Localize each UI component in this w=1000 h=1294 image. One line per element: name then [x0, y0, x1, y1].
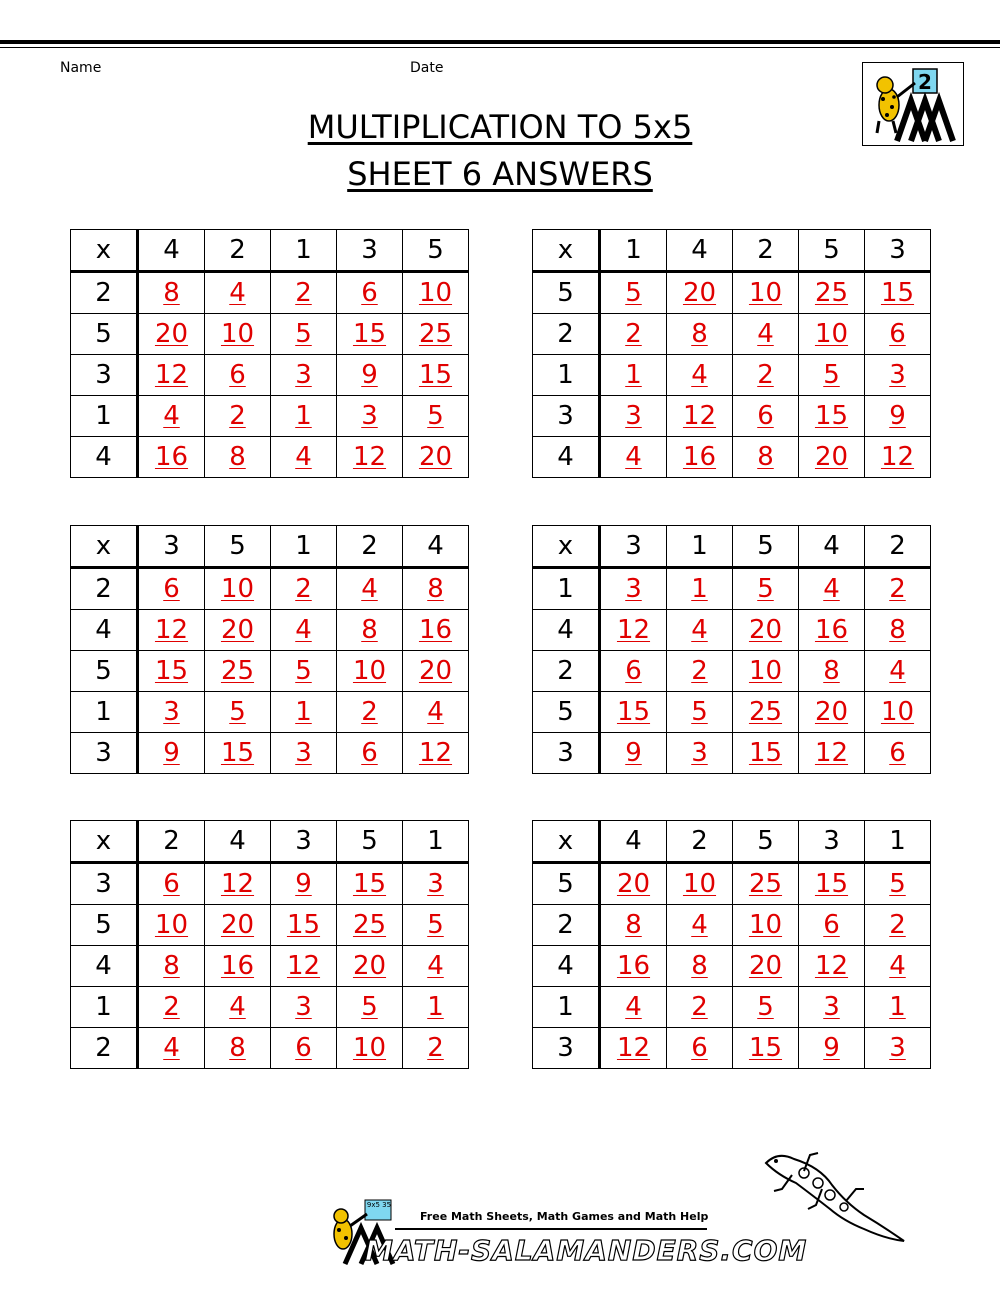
- answer-cell: 10: [667, 863, 733, 905]
- answer-cell: 12: [600, 610, 667, 651]
- row-header: 3: [71, 733, 138, 774]
- answer-cell: 9: [865, 396, 931, 437]
- column-header: 3: [138, 526, 205, 568]
- answer-cell: 10: [799, 314, 865, 355]
- answer-cell: 12: [600, 1028, 667, 1069]
- column-header: 2: [865, 526, 931, 568]
- answer-cell: 3: [138, 692, 205, 733]
- row-header: 3: [533, 396, 600, 437]
- answer-cell: 20: [667, 272, 733, 314]
- column-header: 5: [733, 526, 799, 568]
- table-row: [71, 863, 469, 905]
- column-header: 5: [337, 821, 403, 863]
- answer-cell: 10: [403, 272, 469, 314]
- answer-cell: 9: [600, 733, 667, 774]
- answer-cell: 5: [403, 396, 469, 437]
- answer-cell: 2: [271, 272, 337, 314]
- answer-cell: 4: [799, 568, 865, 610]
- answer-cell: 9: [799, 1028, 865, 1069]
- answer-cell: 15: [799, 863, 865, 905]
- answer-cell: 20: [733, 946, 799, 987]
- multiplication-table-2: [532, 229, 931, 478]
- answer-cell: 10: [138, 905, 205, 946]
- row-header: 3: [71, 355, 138, 396]
- answer-cell: 4: [138, 396, 205, 437]
- multiplication-table-1: [70, 229, 469, 478]
- answer-cell: 6: [600, 651, 667, 692]
- answer-cell: 20: [733, 610, 799, 651]
- answer-cell: 5: [271, 651, 337, 692]
- table-header-row: [533, 230, 931, 272]
- answer-cell: 2: [865, 905, 931, 946]
- answer-cell: 4: [667, 610, 733, 651]
- answer-cell: 5: [271, 314, 337, 355]
- answer-cell: 10: [337, 651, 403, 692]
- answer-cell: 4: [138, 1028, 205, 1069]
- date-label: Date: [410, 60, 444, 76]
- answer-cell: 3: [799, 987, 865, 1028]
- column-header: 5: [799, 230, 865, 272]
- column-header: 3: [271, 821, 337, 863]
- table-row: [533, 905, 931, 946]
- answer-cell: 9: [138, 733, 205, 774]
- answer-cell: 6: [733, 396, 799, 437]
- row-header: 2: [71, 1028, 138, 1069]
- answer-cell: 15: [138, 651, 205, 692]
- column-header: 4: [667, 230, 733, 272]
- answer-cell: 20: [403, 651, 469, 692]
- answer-cell: 10: [205, 314, 271, 355]
- answer-cell: 3: [600, 396, 667, 437]
- table-row: [71, 314, 469, 355]
- answer-cell: 4: [667, 355, 733, 396]
- answer-cell: 3: [271, 733, 337, 774]
- table-row: [533, 568, 931, 610]
- column-header: 3: [600, 526, 667, 568]
- row-header: 4: [71, 946, 138, 987]
- answer-cell: 12: [271, 946, 337, 987]
- table-row: [533, 437, 931, 478]
- answer-cell: 4: [733, 314, 799, 355]
- answer-cell: 25: [799, 272, 865, 314]
- answer-cell: 8: [667, 314, 733, 355]
- row-header: 2: [533, 905, 600, 946]
- answer-cell: 9: [271, 863, 337, 905]
- answer-cell: 8: [138, 946, 205, 987]
- answer-cell: 3: [600, 568, 667, 610]
- row-header: 2: [533, 651, 600, 692]
- salamander-icon: [863, 63, 963, 145]
- answer-cell: 20: [205, 905, 271, 946]
- answer-cell: 10: [865, 692, 931, 733]
- column-header: 5: [205, 526, 271, 568]
- column-header: 1: [271, 230, 337, 272]
- page-title: MULTIPLICATION TO 5x5: [307, 108, 693, 146]
- row-header: 3: [71, 863, 138, 905]
- answer-cell: 8: [667, 946, 733, 987]
- table-row: [71, 651, 469, 692]
- footer-logo-badge: 9x5 35: [366, 1201, 392, 1209]
- answer-cell: 3: [403, 863, 469, 905]
- answer-cell: 12: [865, 437, 931, 478]
- answer-cell: 25: [733, 692, 799, 733]
- answer-cell: 12: [138, 355, 205, 396]
- column-header: 3: [865, 230, 931, 272]
- answer-cell: 4: [865, 946, 931, 987]
- table-row: [533, 1028, 931, 1069]
- answer-cell: 15: [733, 1028, 799, 1069]
- answer-cell: 10: [733, 651, 799, 692]
- answer-cell: 12: [799, 733, 865, 774]
- row-header: 5: [533, 692, 600, 733]
- answer-cell: 15: [600, 692, 667, 733]
- multiplication-table-6: [532, 820, 931, 1069]
- row-header: 1: [533, 568, 600, 610]
- top-rule: [0, 40, 1000, 44]
- answer-cell: 8: [403, 568, 469, 610]
- answer-cell: 1: [667, 568, 733, 610]
- answer-cell: 25: [733, 863, 799, 905]
- answer-cell: 3: [337, 396, 403, 437]
- answer-cell: 20: [138, 314, 205, 355]
- table-row: [533, 692, 931, 733]
- answer-cell: 4: [271, 610, 337, 651]
- answer-cell: 3: [271, 987, 337, 1028]
- table-row: [71, 1028, 469, 1069]
- answer-cell: 2: [667, 651, 733, 692]
- multiplication-table-5: [70, 820, 469, 1069]
- row-header: 4: [533, 946, 600, 987]
- column-header: 5: [403, 230, 469, 272]
- column-header: 1: [667, 526, 733, 568]
- row-header: 4: [533, 610, 600, 651]
- answer-cell: 8: [205, 1028, 271, 1069]
- row-header: 1: [533, 355, 600, 396]
- multiplication-table-3: [70, 525, 469, 774]
- table-row: [71, 568, 469, 610]
- answer-cell: 8: [865, 610, 931, 651]
- answer-cell: 6: [865, 314, 931, 355]
- answer-cell: 8: [799, 651, 865, 692]
- column-header: 1: [271, 526, 337, 568]
- table-row: [71, 987, 469, 1028]
- answer-cell: 5: [865, 863, 931, 905]
- answer-cell: 4: [865, 651, 931, 692]
- answer-cell: 3: [865, 1028, 931, 1069]
- footer-site-link[interactable]: MATH-SALAMANDERS.COM: [365, 1234, 808, 1267]
- logo-badge-number: 2: [918, 70, 932, 94]
- answer-cell: 8: [138, 272, 205, 314]
- answer-cell: 12: [337, 437, 403, 478]
- answer-cell: 5: [733, 987, 799, 1028]
- column-header: 4: [403, 526, 469, 568]
- answer-cell: 3: [667, 733, 733, 774]
- table-row: [533, 355, 931, 396]
- column-header: 4: [205, 821, 271, 863]
- row-header: 4: [71, 437, 138, 478]
- column-header: 1: [600, 230, 667, 272]
- answer-cell: 12: [205, 863, 271, 905]
- answer-cell: 15: [205, 733, 271, 774]
- answer-cell: 12: [138, 610, 205, 651]
- answer-cell: 10: [337, 1028, 403, 1069]
- table-header-row: [71, 230, 469, 272]
- column-header: 4: [138, 230, 205, 272]
- row-header: 1: [71, 987, 138, 1028]
- answer-cell: 5: [403, 905, 469, 946]
- answer-cell: 6: [667, 1028, 733, 1069]
- answer-cell: 8: [205, 437, 271, 478]
- table-row: [533, 610, 931, 651]
- answer-cell: 20: [799, 692, 865, 733]
- column-header: 1: [403, 821, 469, 863]
- answer-cell: 15: [799, 396, 865, 437]
- answer-cell: 10: [733, 905, 799, 946]
- answer-cell: 10: [205, 568, 271, 610]
- row-header: 3: [533, 1028, 600, 1069]
- answer-cell: 16: [205, 946, 271, 987]
- answer-cell: 2: [205, 396, 271, 437]
- table-row: [533, 946, 931, 987]
- table-corner-x: x: [71, 230, 138, 272]
- answer-cell: 9: [337, 355, 403, 396]
- answer-cell: 4: [271, 437, 337, 478]
- table-corner-x: x: [533, 821, 600, 863]
- answer-cell: 2: [865, 568, 931, 610]
- table-row: [533, 987, 931, 1028]
- answer-cell: 5: [667, 692, 733, 733]
- table-row: [71, 946, 469, 987]
- answer-cell: 8: [733, 437, 799, 478]
- table-row: [71, 905, 469, 946]
- answer-cell: 2: [667, 987, 733, 1028]
- table-header-row: [533, 821, 931, 863]
- footer-tagline: Free Math Sheets, Math Games and Math Help: [420, 1210, 709, 1223]
- answer-cell: 6: [138, 568, 205, 610]
- row-header: 1: [71, 396, 138, 437]
- row-header: 5: [71, 314, 138, 355]
- table-row: [71, 396, 469, 437]
- page-subtitle: SHEET 6 ANSWERS: [347, 155, 653, 193]
- answer-cell: 25: [205, 651, 271, 692]
- answer-cell: 4: [205, 272, 271, 314]
- answer-cell: 4: [205, 987, 271, 1028]
- answer-cell: 4: [600, 437, 667, 478]
- column-header: 2: [733, 230, 799, 272]
- answer-cell: 4: [337, 568, 403, 610]
- answer-cell: 8: [600, 905, 667, 946]
- answer-cell: 12: [667, 396, 733, 437]
- table-header-row: [71, 526, 469, 568]
- table-header-row: [533, 526, 931, 568]
- table-row: [533, 314, 931, 355]
- column-header: 2: [138, 821, 205, 863]
- answer-cell: 6: [337, 272, 403, 314]
- row-header: 2: [71, 272, 138, 314]
- answer-cell: 6: [271, 1028, 337, 1069]
- answer-cell: 20: [205, 610, 271, 651]
- column-header: 2: [205, 230, 271, 272]
- answer-cell: 12: [799, 946, 865, 987]
- column-header: 3: [799, 821, 865, 863]
- answer-cell: 4: [403, 692, 469, 733]
- row-header: 3: [533, 733, 600, 774]
- table-row: [533, 733, 931, 774]
- answer-cell: 2: [600, 314, 667, 355]
- table-header-row: [71, 821, 469, 863]
- answer-cell: 16: [600, 946, 667, 987]
- answer-cell: 2: [403, 1028, 469, 1069]
- answer-cell: 15: [337, 314, 403, 355]
- name-label: Name: [60, 60, 102, 76]
- answer-cell: 20: [799, 437, 865, 478]
- answer-cell: 15: [865, 272, 931, 314]
- footer-rule: [395, 1228, 707, 1230]
- row-header: 5: [71, 651, 138, 692]
- answer-cell: 6: [865, 733, 931, 774]
- table-row: [71, 272, 469, 314]
- answer-cell: 2: [271, 568, 337, 610]
- answer-cell: 12: [403, 733, 469, 774]
- column-header: 4: [600, 821, 667, 863]
- row-header: 5: [71, 905, 138, 946]
- answer-cell: 1: [271, 396, 337, 437]
- table-row: [71, 437, 469, 478]
- answer-cell: 15: [337, 863, 403, 905]
- row-header: 4: [71, 610, 138, 651]
- answer-cell: 1: [600, 355, 667, 396]
- column-header: 5: [733, 821, 799, 863]
- row-header: 2: [533, 314, 600, 355]
- answer-cell: 4: [600, 987, 667, 1028]
- answer-cell: 5: [600, 272, 667, 314]
- answer-cell: 2: [733, 355, 799, 396]
- row-header: 1: [71, 692, 138, 733]
- answer-cell: 15: [733, 733, 799, 774]
- answer-cell: 15: [403, 355, 469, 396]
- answer-cell: 2: [337, 692, 403, 733]
- table-row: [71, 692, 469, 733]
- row-header: 5: [533, 272, 600, 314]
- answer-cell: 6: [205, 355, 271, 396]
- answer-cell: 20: [403, 437, 469, 478]
- answer-cell: 16: [667, 437, 733, 478]
- answer-cell: 10: [733, 272, 799, 314]
- table-corner-x: x: [533, 230, 600, 272]
- column-header: 1: [865, 821, 931, 863]
- answer-cell: 1: [271, 692, 337, 733]
- answer-cell: 1: [865, 987, 931, 1028]
- top-rule-thin: [0, 47, 1000, 48]
- answer-cell: 5: [205, 692, 271, 733]
- answer-cell: 4: [403, 946, 469, 987]
- table-row: [71, 610, 469, 651]
- column-header: 4: [799, 526, 865, 568]
- row-header: 2: [71, 568, 138, 610]
- row-header: 5: [533, 863, 600, 905]
- answer-cell: 6: [799, 905, 865, 946]
- row-header: 4: [533, 437, 600, 478]
- answer-cell: 6: [138, 863, 205, 905]
- table-corner-x: x: [71, 526, 138, 568]
- multiplication-table-4: [532, 525, 931, 774]
- table-row: [71, 355, 469, 396]
- answer-cell: 6: [337, 733, 403, 774]
- answer-cell: 8: [337, 610, 403, 651]
- table-row: [533, 272, 931, 314]
- answer-cell: 2: [138, 987, 205, 1028]
- answer-cell: 25: [403, 314, 469, 355]
- table-row: [71, 733, 469, 774]
- table-row: [533, 651, 931, 692]
- table-corner-x: x: [533, 526, 600, 568]
- answer-cell: 5: [799, 355, 865, 396]
- answer-cell: 3: [271, 355, 337, 396]
- answer-cell: 5: [337, 987, 403, 1028]
- column-header: 3: [337, 230, 403, 272]
- answer-cell: 20: [337, 946, 403, 987]
- table-row: [533, 396, 931, 437]
- column-header: 2: [337, 526, 403, 568]
- answer-cell: 1: [403, 987, 469, 1028]
- table-row: [533, 863, 931, 905]
- answer-cell: 16: [138, 437, 205, 478]
- answer-cell: 3: [865, 355, 931, 396]
- answer-cell: 16: [403, 610, 469, 651]
- answer-cell: 25: [337, 905, 403, 946]
- table-corner-x: x: [71, 821, 138, 863]
- answer-cell: 4: [667, 905, 733, 946]
- answer-cell: 16: [799, 610, 865, 651]
- row-header: 1: [533, 987, 600, 1028]
- math-salamanders-logo: [862, 62, 964, 146]
- answer-cell: 5: [733, 568, 799, 610]
- answer-cell: 20: [600, 863, 667, 905]
- column-header: 2: [667, 821, 733, 863]
- answer-cell: 15: [271, 905, 337, 946]
